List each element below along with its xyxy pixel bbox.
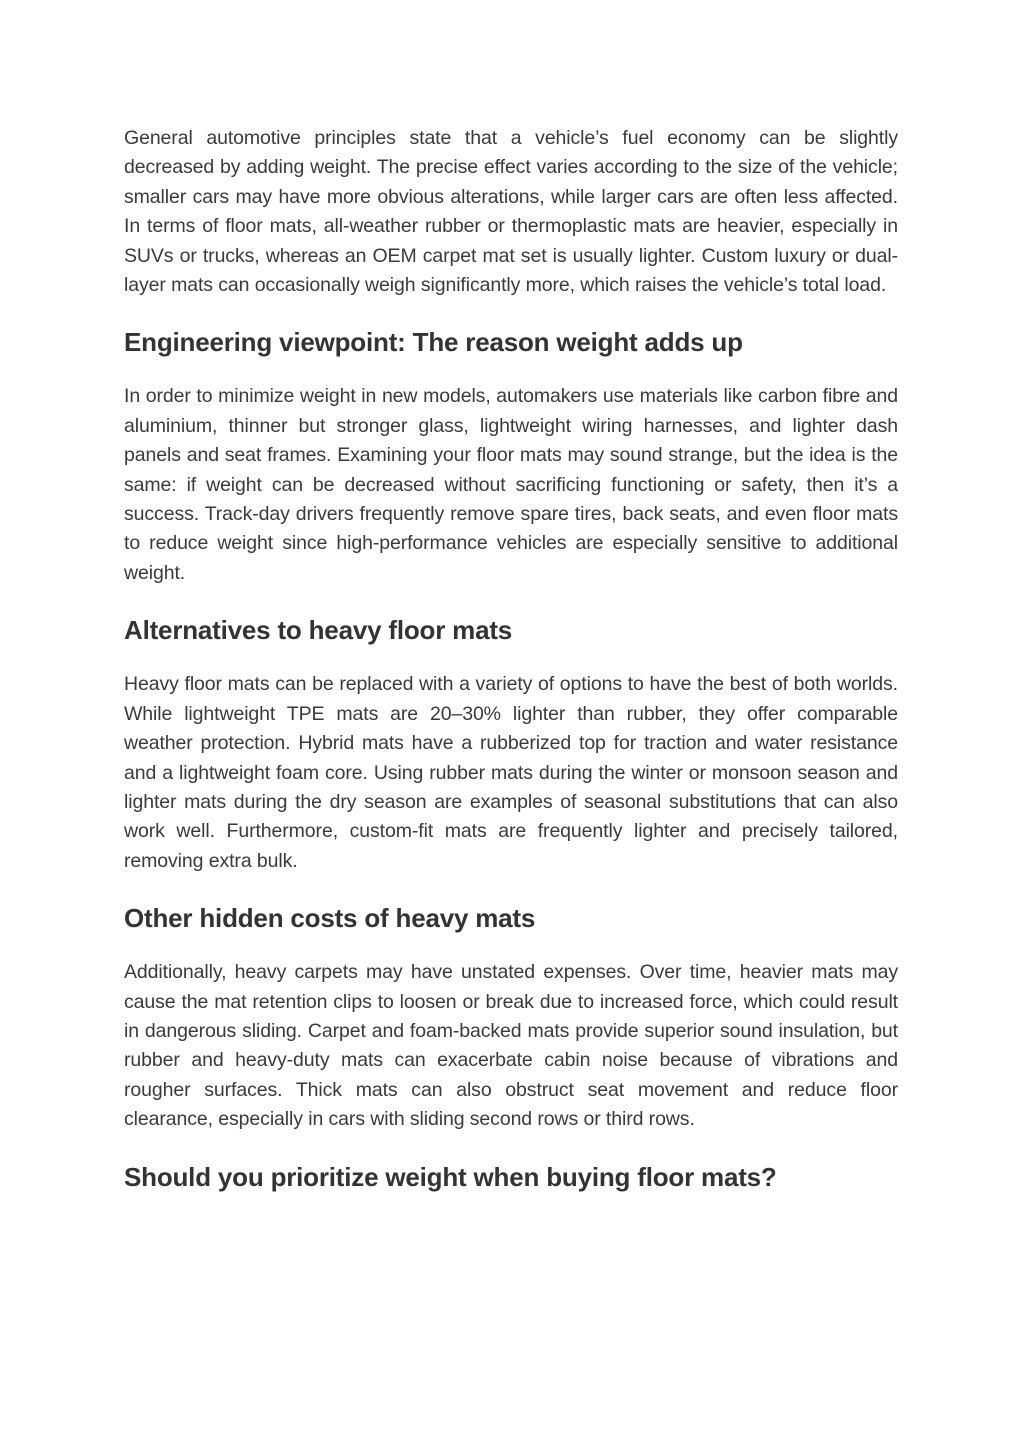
section-heading-hidden-costs: Other hidden costs of heavy mats <box>124 903 536 934</box>
section-heading-engineering: Engineering viewpoint: The reason weight adds up <box>124 327 743 358</box>
document-page <box>124 124 898 1193</box>
section-body-engineering: In order to minimize weight in new models, automakers use materials like carbon fibre and aluminium, thinner but stronger glass, lightweight wiring harnesses, and lighter dash panels and seat frames. Examining your floor mats may sound strange, but the idea is the same: if weight can be decreased without sacrificing functioning or safety, then it’s a success. Track-day drivers frequently remove spare tires, back seats, and even floor mats to reduce weight since high-performance vehicles are especially sensitive to additional weight. <box>124 385 898 584</box>
intro-paragraph: General automotive principles state that a vehicle’s fuel economy can be slightly decreased by adding weight. The precise effect varies according to the size of the vehicle; smaller cars may have more obvious alterations, while larger cars are often less affected. In terms of floor mats, all-weather rubber or thermoplastic mats are heavier, especially in SUVs or trucks, whereas an OEM carpet mat set is usually lighter. Custom luxury or dual-layer mats can occasionally weigh significantly more, which raises the vehicle’s total load. <box>124 127 898 297</box>
section-body-hidden-costs: Additionally, heavy carpets may have unstated expenses. Over time, heavier mats may cause the mat retention clips to loosen or break due to increased force, which could result in dangerous sliding. Carpet and foam-backed mats provide superior sound insulation, but rubber and heavy-duty mats can exacerbate cabin noise because of vibrations and rougher surfaces. Thick mats can also obstruct seat movement and reduce floor clearance, especially in cars with sliding second rows or third rows. <box>124 961 898 1131</box>
section-body-alternatives: Heavy floor mats can be replaced with a variety of options to have the best of both worlds. While lightweight TPE mats are 20–30% lighter than rubber, they offer comparable weather protection. Hybrid mats have a rubberized top for traction and water resistance and a lightweight foam core. Using rubber mats during the winter or monsoon season and lighter mats during the dry season are examples of seasonal substitutions that can also work well. Furthermore, custom-fit mats are frequently lighter and precisely tailored, removing extra bulk. <box>124 673 898 872</box>
section-heading-alternatives: Alternatives to heavy floor mats <box>124 615 513 646</box>
section-heading-prioritize-weight: Should you prioritize weight when buying floor mats? <box>124 1161 777 1192</box>
